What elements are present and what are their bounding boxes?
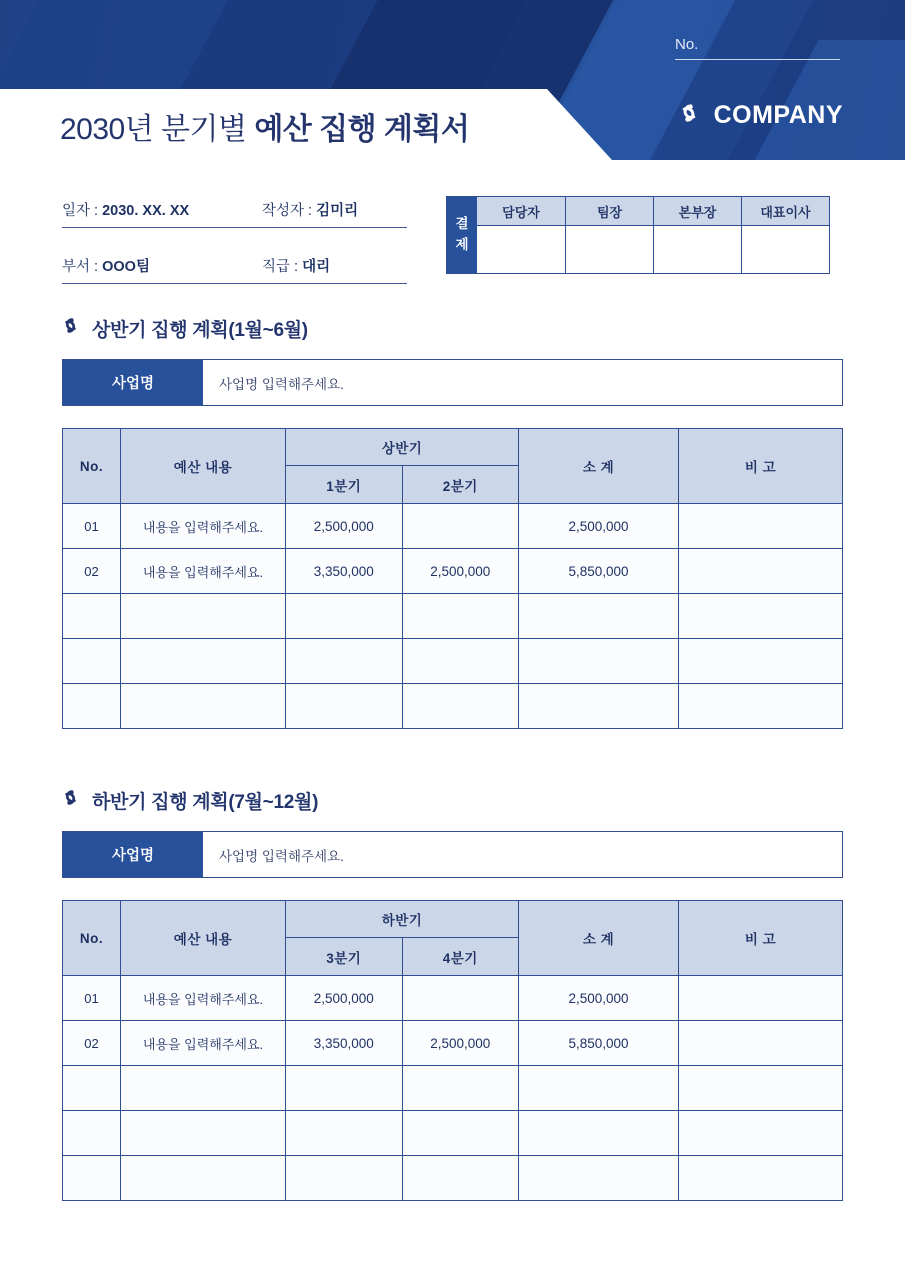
section-heading-text-first-half: 상반기 집행 계획(1월~6월) <box>92 319 308 341</box>
cell-quarter-first[interactable]: 3,350,000 <box>286 549 403 594</box>
meta-field-department[interactable] <box>62 255 262 276</box>
business-name-bar-first-half <box>62 359 843 406</box>
cell-note[interactable] <box>679 1066 843 1111</box>
cell-quarter-second[interactable] <box>402 684 519 729</box>
cell-subtotal[interactable] <box>519 684 679 729</box>
table-row <box>63 976 843 1021</box>
business-name-label-first-half: 사업명 <box>63 360 203 405</box>
table-row <box>63 594 843 639</box>
col-header-no: No. <box>63 429 121 504</box>
cell-quarter-second[interactable] <box>402 594 519 639</box>
meta-field-position-label: 직급 : <box>262 259 303 275</box>
cell-note[interactable] <box>679 594 843 639</box>
cell-quarter-first[interactable] <box>286 684 403 729</box>
cell-note[interactable] <box>679 1111 843 1156</box>
col-header-description: 예산 내용 <box>121 901 286 976</box>
approval-column-director <box>653 197 741 273</box>
col-header-note: 비 고 <box>679 901 843 976</box>
cell-description[interactable]: 내용을 입력해주세요. <box>121 976 286 1021</box>
col-header-quarter-first: 1분기 <box>286 466 403 504</box>
table-row <box>63 684 843 729</box>
col-header-no: No. <box>63 901 121 976</box>
meta-field-department-value: OOO팀 <box>102 259 150 275</box>
approval-signature-manager[interactable] <box>477 226 565 273</box>
cell-note[interactable] <box>679 684 843 729</box>
document-number-field[interactable] <box>675 36 840 60</box>
approval-side-char-1: 결 <box>455 216 469 232</box>
approval-columns <box>477 197 829 273</box>
section-heading-first-half <box>58 313 905 343</box>
meta-row <box>62 248 407 284</box>
cell-no[interactable] <box>63 1066 121 1111</box>
cell-description[interactable]: 내용을 입력해주세요. <box>121 549 286 594</box>
cell-no[interactable] <box>63 1111 121 1156</box>
cell-subtotal[interactable] <box>519 1066 679 1111</box>
cell-description[interactable] <box>121 594 286 639</box>
table-header-row-top <box>63 901 843 938</box>
cell-quarter-second[interactable] <box>402 639 519 684</box>
cell-note[interactable] <box>679 504 843 549</box>
business-name-label-second-half: 사업명 <box>63 832 203 877</box>
meta-fields <box>62 192 407 284</box>
approval-header-teamlead: 팀장 <box>566 197 653 226</box>
cell-description[interactable]: 내용을 입력해주세요. <box>121 504 286 549</box>
document-number-label: No. <box>675 36 699 53</box>
cell-description[interactable] <box>121 684 286 729</box>
col-header-subtotal: 소 계 <box>519 429 679 504</box>
meta-row <box>62 192 407 228</box>
section-first-half <box>0 313 905 729</box>
document-number-underline <box>675 59 840 60</box>
meta-field-position-value: 대리 <box>302 259 331 275</box>
cell-description[interactable] <box>121 639 286 684</box>
page-header-banner <box>0 0 905 160</box>
col-header-description: 예산 내용 <box>121 429 286 504</box>
budget-table-second-half <box>62 900 843 1201</box>
cell-quarter-second[interactable] <box>402 1111 519 1156</box>
business-name-input-first-half[interactable]: 사업명 입력해주세요. <box>203 360 842 405</box>
cell-no[interactable] <box>63 684 121 729</box>
col-header-note: 비 고 <box>679 429 843 504</box>
cell-no[interactable]: 02 <box>63 549 121 594</box>
approval-side-label <box>447 197 477 273</box>
section-second-half <box>0 785 905 1201</box>
table-row <box>63 1111 843 1156</box>
meta-field-position[interactable] <box>262 255 330 276</box>
col-header-subtotal: 소 계 <box>519 901 679 976</box>
cell-note[interactable] <box>679 1156 843 1201</box>
table-row <box>63 1066 843 1111</box>
meta-field-date[interactable] <box>62 199 262 220</box>
cell-note[interactable] <box>679 1021 843 1066</box>
cell-subtotal[interactable]: 5,850,000 <box>519 1021 679 1066</box>
cell-quarter-second[interactable] <box>402 1156 519 1201</box>
cell-no[interactable] <box>63 594 121 639</box>
cell-no[interactable]: 02 <box>63 1021 121 1066</box>
approval-side-char-2: 제 <box>455 237 469 252</box>
meta-field-author[interactable] <box>262 199 358 220</box>
cell-quarter-second[interactable] <box>402 1066 519 1111</box>
business-name-input-second-half[interactable]: 사업명 입력해주세요. <box>203 832 842 877</box>
cell-no[interactable]: 01 <box>63 504 121 549</box>
approval-stamp-box <box>446 196 830 274</box>
cell-no[interactable] <box>63 639 121 684</box>
cell-note[interactable] <box>679 976 843 1021</box>
cell-subtotal[interactable] <box>519 639 679 684</box>
col-header-group-period: 하반기 <box>286 901 519 938</box>
table-row <box>63 504 843 549</box>
col-header-quarter-second: 2분기 <box>402 466 519 504</box>
cell-subtotal[interactable]: 2,500,000 <box>519 976 679 1021</box>
meta-field-author-value: 김미리 <box>316 203 359 219</box>
company-branding <box>674 98 843 133</box>
cell-quarter-second[interactable]: 2,500,000 <box>402 549 519 594</box>
cell-subtotal[interactable] <box>519 1111 679 1156</box>
approval-header-manager: 담당자 <box>477 197 565 226</box>
cell-quarter-first[interactable] <box>286 594 403 639</box>
meta-field-author-label: 작성자 : <box>262 203 317 219</box>
meta-field-date-value: 2030. XX. XX <box>102 203 190 219</box>
cell-quarter-first[interactable] <box>286 1066 403 1111</box>
cell-description[interactable] <box>121 1111 286 1156</box>
approval-header-director: 본부장 <box>654 197 741 226</box>
budget-table-body-first-half <box>63 504 843 729</box>
budget-table-head-first-half <box>63 429 843 504</box>
cell-no[interactable]: 01 <box>63 976 121 1021</box>
approval-signature-director[interactable] <box>654 226 741 273</box>
table-row <box>63 1021 843 1066</box>
budget-table-first-half <box>62 428 843 729</box>
section-heading-second-half <box>58 785 905 815</box>
budget-table-head-second-half <box>63 901 843 976</box>
document-meta-area <box>0 160 905 305</box>
table-row <box>63 639 843 684</box>
col-header-quarter-first: 3분기 <box>286 938 403 976</box>
col-header-group-period: 상반기 <box>286 429 519 466</box>
cell-subtotal[interactable] <box>519 594 679 639</box>
cell-subtotal[interactable] <box>519 1156 679 1201</box>
cell-quarter-second[interactable] <box>402 504 519 549</box>
s-loop-logo-icon <box>58 313 83 343</box>
budget-table-body-second-half <box>63 976 843 1201</box>
cell-subtotal[interactable]: 5,850,000 <box>519 549 679 594</box>
approval-signature-ceo[interactable] <box>742 226 829 273</box>
cell-quarter-first[interactable] <box>286 639 403 684</box>
cell-quarter-second[interactable]: 2,500,000 <box>402 1021 519 1066</box>
cell-note[interactable] <box>679 639 843 684</box>
meta-field-department-label: 부서 : <box>62 259 103 275</box>
page-title <box>60 104 469 148</box>
approval-column-ceo <box>741 197 829 273</box>
cell-quarter-first[interactable] <box>286 1156 403 1201</box>
s-loop-logo-icon <box>674 98 704 133</box>
cell-note[interactable] <box>679 549 843 594</box>
cell-subtotal[interactable]: 2,500,000 <box>519 504 679 549</box>
approval-column-teamlead <box>565 197 653 273</box>
cell-description[interactable] <box>121 1156 286 1201</box>
table-row <box>63 549 843 594</box>
business-name-bar-second-half <box>62 831 843 878</box>
approval-column-manager <box>477 197 565 273</box>
company-name: COMPANY <box>713 101 843 129</box>
meta-field-date-label: 일자 : <box>62 203 103 219</box>
cell-description[interactable] <box>121 1066 286 1111</box>
approval-signature-teamlead[interactable] <box>566 226 653 273</box>
cell-description[interactable]: 내용을 입력해주세요. <box>121 1021 286 1066</box>
cell-quarter-second[interactable] <box>402 976 519 1021</box>
approval-header-ceo: 대표이사 <box>742 197 829 226</box>
cell-quarter-first[interactable]: 3,350,000 <box>286 1021 403 1066</box>
cell-quarter-first[interactable]: 2,500,000 <box>286 504 403 549</box>
table-header-row-top <box>63 429 843 466</box>
cell-no[interactable] <box>63 1156 121 1201</box>
page-title-prefix: 2030년 분기별 <box>60 113 255 146</box>
table-row <box>63 1156 843 1201</box>
s-loop-logo-icon <box>58 785 83 815</box>
col-header-quarter-second: 4분기 <box>402 938 519 976</box>
cell-quarter-first[interactable]: 2,500,000 <box>286 976 403 1021</box>
section-heading-text-second-half: 하반기 집행 계획(7월~12월) <box>92 791 319 813</box>
page-title-main: 예산 집행 계획서 <box>254 113 470 146</box>
cell-quarter-first[interactable] <box>286 1111 403 1156</box>
